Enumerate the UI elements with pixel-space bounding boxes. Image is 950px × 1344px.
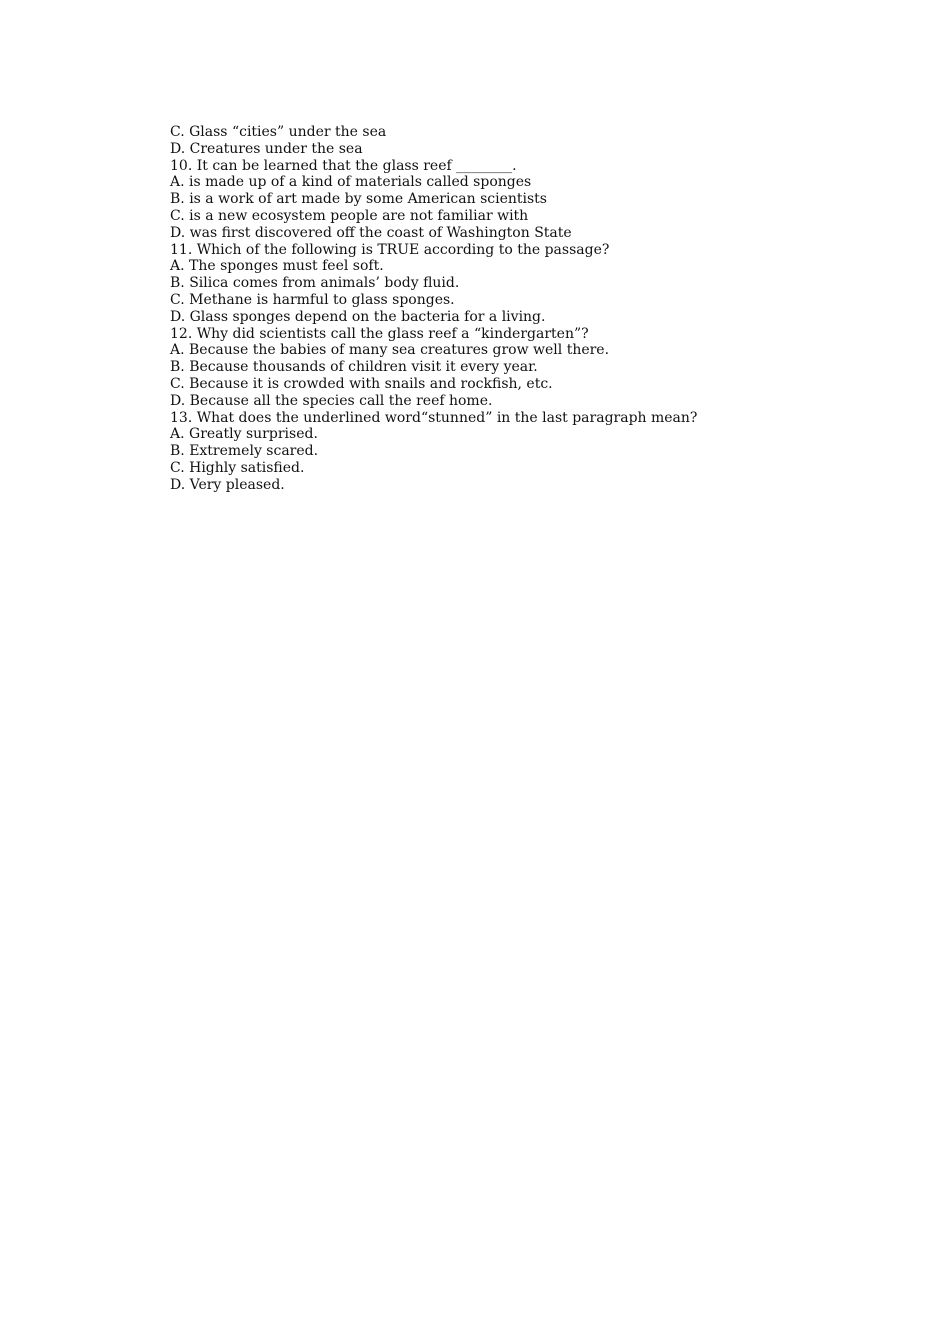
option-12a: A. Because the babies of many sea creatures grow well there. [170, 342, 610, 359]
question-11: 11. Which of the following is TRUE according to the passage? [170, 241, 610, 258]
option-9c: C. Glass “cities” under the sea [170, 124, 387, 140]
option-10a: A. is made up of a kind of materials called sponges [170, 174, 532, 191]
option-11a: A. The sponges must feel soft. [170, 258, 384, 275]
option-11b: B. Silica comes from animals’ body fluid. [170, 275, 460, 292]
option-12d: D. Because all the species call the reef home. [170, 392, 493, 409]
option-13a: A. Greatly surprised. [170, 426, 318, 443]
option-12b: B. Because thousands of children visit it every year. [170, 359, 538, 376]
option-13d: D. Very pleased. [170, 476, 285, 493]
option-10c: C. is a new ecosystem people are not familiar with [170, 207, 529, 224]
option-13c: C. Highly satisfied. [170, 459, 305, 476]
question-13: 13. What does the underlined word“stunned” in the last paragraph mean? [170, 409, 698, 426]
option-11c: C. Methane is harmful to glass sponges. [170, 291, 455, 308]
option-11d: D. Glass sponges depend on the bacteria for a living. [170, 308, 546, 325]
option-9d: D. Creatures under the sea [170, 140, 363, 157]
option-13b: B. Extremely scared. [170, 443, 319, 460]
option-10d: D. was first discovered off the coast of Washington State [170, 224, 572, 241]
question-text-block [170, 124, 810, 494]
option-12c: C. Because it is crowded with snails and rockfish, etc. [170, 375, 553, 392]
option-10b: B. is a work of art made by some American scientists [170, 191, 547, 208]
question-12: 12. Why did scientists call the glass reef a “kindergarten”? [170, 325, 589, 342]
question-10: 10. It can be learned that the glass reef ________. [170, 157, 517, 174]
